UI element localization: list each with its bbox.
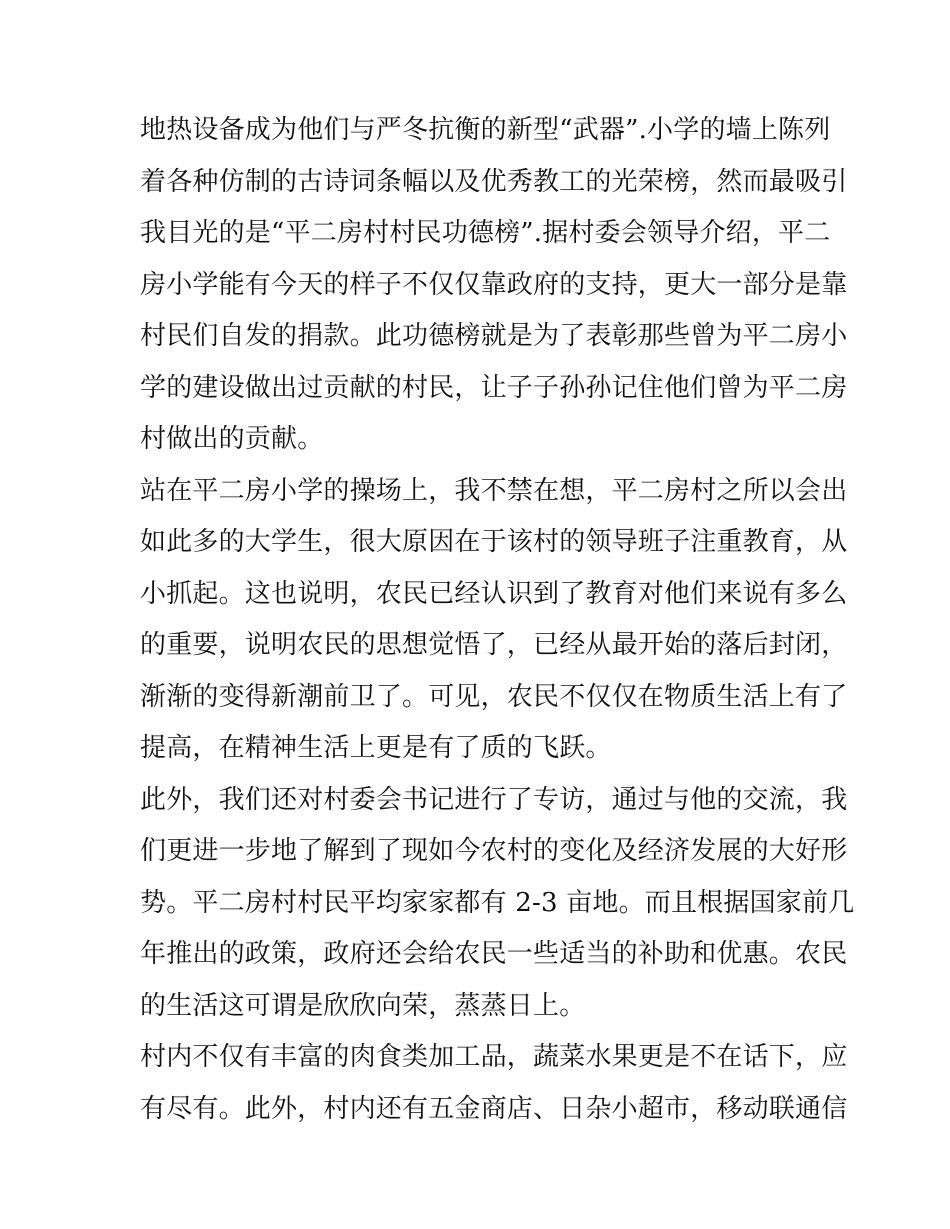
text-line: 们更进一步地了解到了现如今农村的变化及经济发展的大好形 xyxy=(140,836,848,866)
text-line: 小抓起。这也说明，农民已经认识到了教育对他们来说有多么 xyxy=(140,578,848,609)
text-line: 提高，在精神生活上更是有了质的飞跃。 xyxy=(140,733,612,763)
text-line: 村民们自发的捐款。此功德榜就是为了表彰那些曾为平二房小 xyxy=(140,321,848,351)
text-line: 村内不仅有丰富的肉食类加工品，蔬菜水果更是不在话下，应 xyxy=(140,1042,848,1072)
text-line: 有尽有。此外，村内还有五金商店、日杂小超市，移动联通信 xyxy=(140,1093,848,1124)
text-line: 着各种仿制的古诗词条幅以及优秀教工的光荣榜，然而最吸引 xyxy=(140,166,848,197)
body-text xyxy=(140,105,855,1135)
text-line: 站在平二房小学的操场上，我不禁在想，平二房村之所以会出 xyxy=(140,475,848,506)
text-line: 房小学能有今天的样子不仅仅靠政府的支持，更大一部分是靠 xyxy=(140,269,848,300)
text-line: 学的建设做出过贡献的村民，让子子孙孙记住他们曾为平二房 xyxy=(140,372,848,403)
text-line: 此外，我们还对村委会书记进行了专访，通过与他的交流，我 xyxy=(140,784,848,815)
text-line: 村做出的贡献。 xyxy=(140,424,324,454)
text-line: 如此多的大学生，很大原因在于该村的领导班子注重教育，从 xyxy=(140,527,848,557)
text-line: 地热设备成为他们与严冬抗衡的新型“武器”.小学的墙上陈列 xyxy=(140,115,831,145)
text-line: 的生活这可谓是欣欣向荣，蒸蒸日上。 xyxy=(140,990,586,1021)
text-line: 的重要，说明农民的思想觉悟了，已经从最开始的落后封闭， xyxy=(140,630,848,660)
text-line: 我目光的是“平二房村村民功德榜”.据村委会领导介绍，平二 xyxy=(140,218,831,248)
text-line: 年推出的政策，政府还会给农民一些适当的补助和优惠。农民 xyxy=(140,939,848,969)
text-line: 渐渐的变得新潮前卫了。可见，农民不仅仅在物质生活上有了 xyxy=(140,681,848,712)
text-line: 势。平二房村村民平均家家都有 2-3 亩地。而且根据国家前几 xyxy=(140,887,855,918)
